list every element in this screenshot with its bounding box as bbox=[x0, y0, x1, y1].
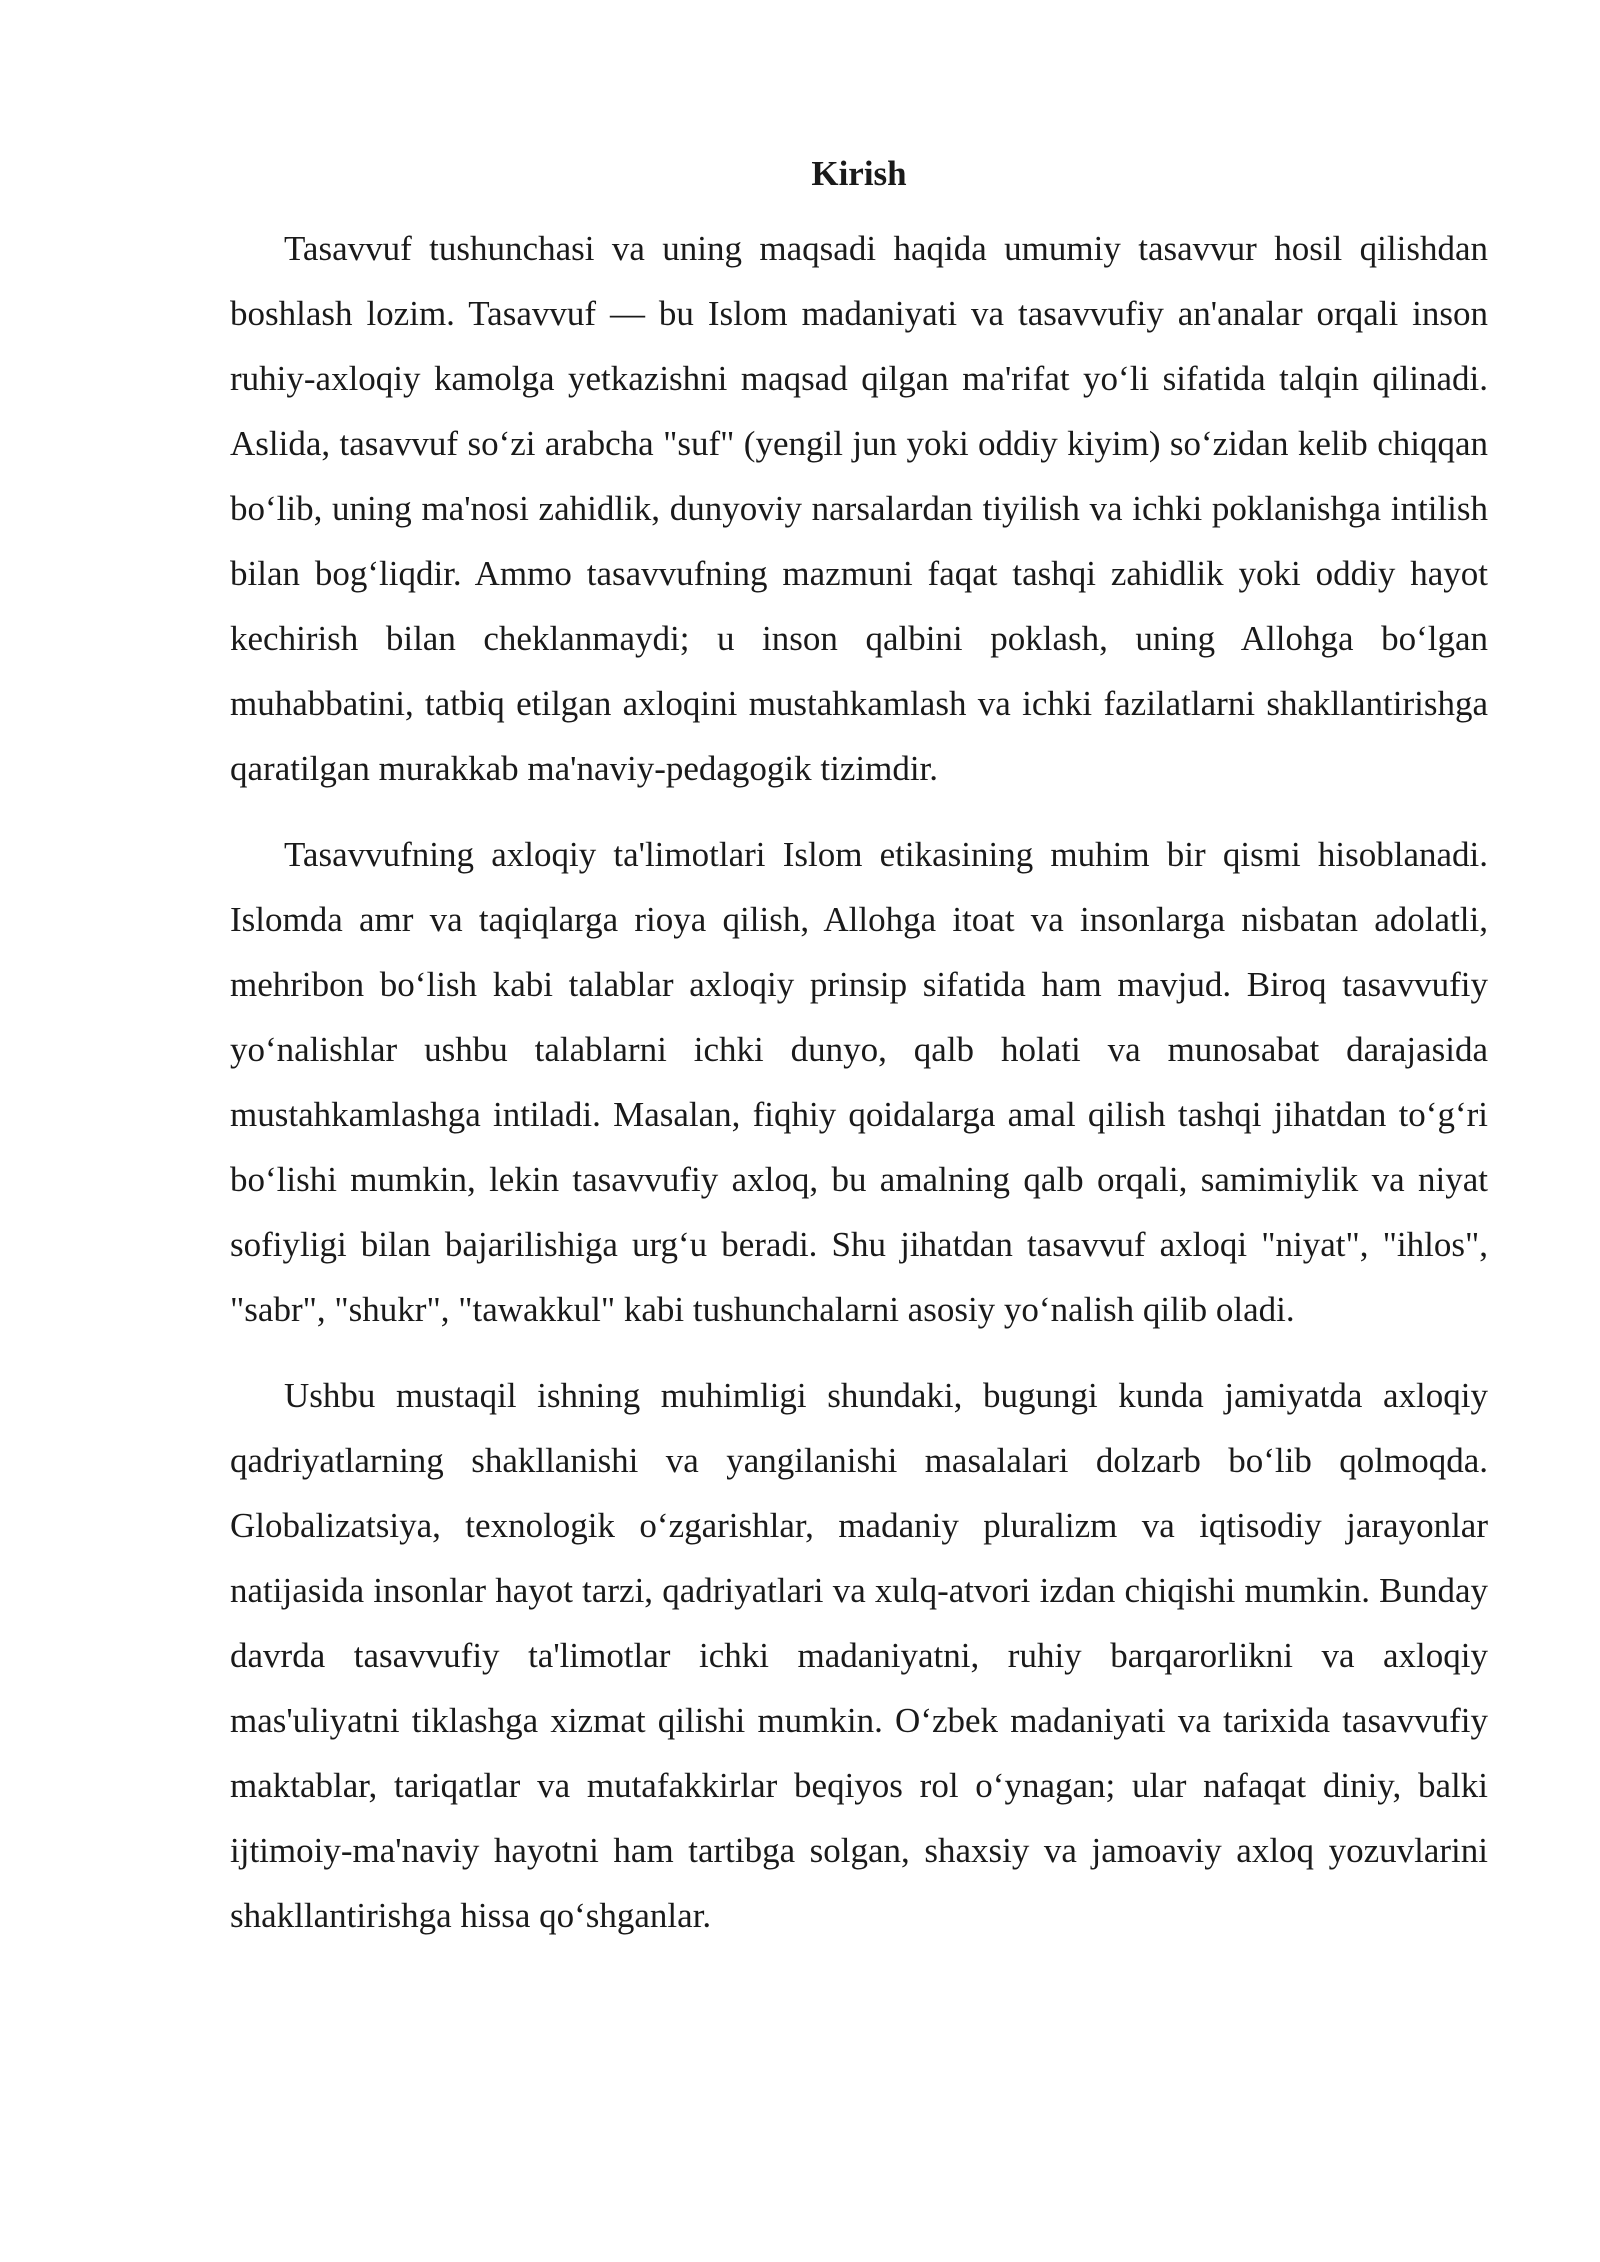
paragraph-1: Tasavvuf tushunchasi va uning maqsadi haqida umumiy tasavvur hosil qilishdan boshlash lozim. Tasavvuf — bu Islom madaniyati va tasavvufiy an'analar orqali inson ruhiy-axloqiy kamolga yetkazishni maqsad qilgan ma'rifat yo‘li sifatida talqin qilinadi. Aslida, tasavvuf so‘zi arabcha "suf" (yengil jun yoki oddiy kiyim) so‘zidan kelib chiqqan bo‘lib, uning ma'nosi zahidlik, dunyoviy narsalardan tiyilish va ichki poklanishga intilish bilan bog‘liqdir. Ammo tasavvufning mazmuni faqat tashqi zahidlik yoki oddiy hayot kechirish bilan cheklanmaydi; u inson qalbini poklash, uning Allohga bo‘lgan muhabbatini, tatbiq etilgan axloqini mustahkamlash va ichki fazilatlarni shakllantirishga qaratilgan murakkab ma'naviy-pedagogik tizimdir. bbox=[230, 229, 1488, 788]
page-title: Kirish bbox=[811, 154, 907, 193]
paragraph-2: Tasavvufning axloqiy ta'limotlari Islom etikasining muhim bir qismi hisoblanadi. Islomda amr va taqiqlarga rioya qilish, Allohga itoat va insonlarga nisbatan adolatli, mehribon bo‘lish kabi talablar axloqiy prinsip sifatida ham mavjud. Biroq tasavvufiy yo‘nalishlar ushbu talablarni ichki dunyo, qalb holati va munosabat darajasida mustahkamlashga intiladi. Masalan, fiqhiy qoidalarga amal qilish tashqi jihatdan to‘g‘ri bo‘lishi mumkin, lekin tasavvufiy axloq, bu amalning qalb orqali, samimiylik va niyat sofiyligi bilan bajarilishiga urg‘u beradi. Shu jihatdan tasavvuf axloqi "niyat", "ihlos", "sabr", "shukr", "tawakkul" kabi tushunchalarni asosiy yo‘nalish qilib oladi. bbox=[230, 835, 1488, 1329]
document-body bbox=[230, 148, 1488, 1969]
paragraph-3: Ushbu mustaqil ishning muhimligi shundaki, bugungi kunda jamiyatda axloqiy qadriyatlarning shakllanishi va yangilanishi masalalari dolzarb bo‘lib qolmoqda. Globalizatsiya, texnologik o‘zgarishlar, madaniy pluralizm va iqtisodiy jarayonlar natijasida insonlar hayot tarzi, qadriyatlari va xulq-atvori izdan chiqishi mumkin. Bunday davrda tasavvufiy ta'limotlar ichki madaniyatni, ruhiy barqarorlikni va axloqiy mas'uliyatni tiklashga xizmat qilishi mumkin. O‘zbek madaniyati va tarixida tasavvufiy maktablar, tariqatlar va mutafakkirlar beqiyos rol o‘ynagan; ular nafaqat diniy, balki ijtimoiy-ma'naviy hayotni ham tartibga solgan, shaxsiy va jamoaviy axloq yozuvlarini shakllantirishga hissa qo‘shganlar. bbox=[230, 1376, 1488, 1935]
